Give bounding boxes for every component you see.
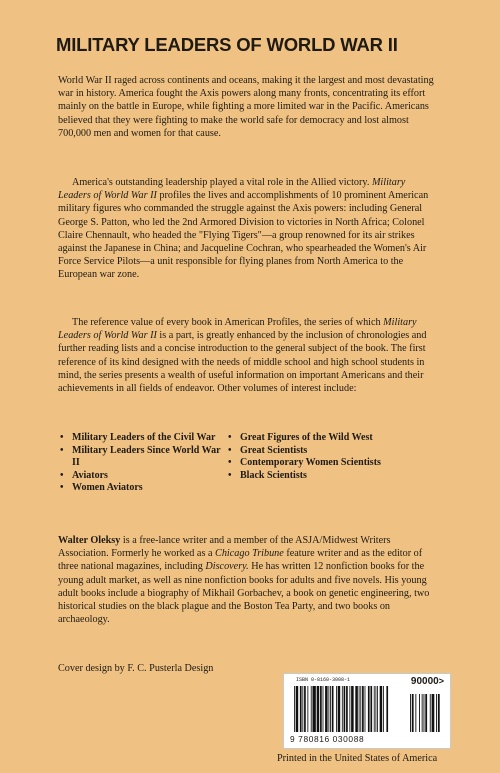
summary-rest: profiles the lives and accomplishments of 10 prominent American military figures who commanded the struggle against the Axis powers: including General George S. Patton, who led the 2nd Armored Division to victories in North Africa; Colonel Claire Chennault, who headed the "Flying Tigers"—a group renowned for its air strikes against the Japanese in China; and Jacqueline Cochran, who spearheaded the Women's Air Force Service Pilots—a unit responsible for flying planes from North America to the European war zone. — [58, 190, 429, 281]
barcode-bar — [370, 686, 372, 732]
series-rest: is a part, is greatly enhanced by the inclusion of chronologies and further reading lists and a concise introduction to the general subject of the book. The first reference of its kind designed with the needs of middle school and high school students in mind, the series presents a wealth of useful information on important Americans and their achievements in all fields of endeavor. Other volumes of interest include: — [58, 330, 427, 395]
barcode-bar — [355, 686, 358, 732]
ean-bars — [294, 686, 388, 732]
barcode-bar — [323, 686, 324, 732]
price-arrow-icon: > — [438, 676, 444, 686]
barcode-bar — [304, 686, 306, 732]
barcode-bar — [419, 694, 420, 732]
barcode-bar — [438, 694, 440, 732]
barcode-bar — [332, 686, 334, 732]
intro-paragraph: World War II raged across continents and oceans, making it the largest and most devastating war in history. America fought the Axis powers along many fronts, concentrating its effort mainly on the battle in Europe, while fighting a more limited war in the Pacific. Americans believed that they were fighting to make the world safe for democracy and lost almost 700,000 men and women for that cause. — [58, 75, 434, 139]
barcode-bar — [432, 694, 435, 732]
barcode-bar — [359, 686, 360, 732]
volume-item: • Contemporary Women Scientists — [228, 457, 448, 470]
cover-title: MILITARY LEADERS OF WORLD WAR II — [56, 34, 398, 55]
volume-item: • Aviators — [60, 470, 228, 483]
barcode-bar — [330, 686, 331, 732]
series-lead: The reference value of every book in American Profiles, the series of which — [72, 317, 381, 328]
barcode-bar — [320, 686, 322, 732]
author-newspaper: Chicago Tribune — [215, 548, 284, 560]
barcode-bar — [312, 686, 315, 732]
barcode-bar — [383, 686, 384, 732]
price-code: 90000 — [410, 676, 439, 687]
barcode-bar — [294, 686, 295, 732]
volume-item: • Great Scientists — [228, 445, 448, 458]
author-bio-text: is a free-lance writer and a member of the ASJA/Midwest Writers Association. Formerly he worked as a — [58, 535, 391, 560]
barcode-bars — [294, 686, 442, 734]
barcode-bar — [375, 686, 376, 732]
barcode-bar — [424, 694, 425, 732]
barcode-bar — [412, 694, 414, 732]
volumes-list-right — [228, 432, 448, 495]
barcode-bar — [422, 694, 423, 732]
barcode-bar — [336, 686, 337, 732]
series-book-title: Military Leaders of World War II — [58, 317, 417, 342]
barcode-bar — [344, 686, 346, 732]
barcode-bar — [410, 694, 411, 732]
barcode-bar — [386, 686, 388, 732]
author-name: Walter Oleksy — [58, 535, 121, 546]
barcode-bar — [296, 686, 299, 732]
barcode-bar — [346, 686, 348, 732]
book-summary-paragraph — [58, 176, 438, 282]
barcode-bar — [380, 686, 383, 732]
barcode-bar — [311, 686, 312, 732]
barcode-bar — [349, 686, 350, 732]
author-bio — [58, 534, 438, 626]
summary-lead: America's outstanding leadership played a vital role in the Allied victory. — [72, 177, 370, 188]
series-paragraph — [58, 316, 438, 395]
barcode-bar — [307, 686, 308, 732]
barcode-bar — [300, 686, 302, 732]
barcode-bar — [342, 686, 343, 732]
author-magazine: Discovery. — [205, 561, 249, 573]
barcode-bar — [351, 686, 354, 732]
cover-design-credit: Cover design by F. C. Pusterla Design — [58, 663, 214, 674]
volume-item: • Black Scientists — [228, 470, 448, 483]
barcode-bar — [362, 686, 364, 732]
other-volumes — [60, 432, 460, 495]
volumes-list-left — [60, 432, 228, 495]
author-bio-text: feature writer and as the editor of three national magazines, including — [58, 548, 423, 573]
barcode-bar — [302, 686, 303, 732]
volume-item: • Women Aviators — [60, 482, 228, 495]
volume-item: • Great Figures of the Wild West — [228, 432, 448, 445]
isbn-digits: 9 780816 030088 — [290, 734, 365, 744]
volume-item: • Military Leaders of the Civil War — [60, 432, 228, 445]
summary-book-title: Military Leaders of World War II — [58, 177, 406, 202]
barcode-bar — [415, 694, 416, 732]
barcode-bar — [377, 686, 378, 732]
barcode-bar — [374, 686, 375, 732]
barcode-bar — [325, 686, 328, 732]
barcode-bar — [328, 686, 329, 732]
barcode-bar — [365, 686, 366, 732]
barcode-bar — [425, 694, 427, 732]
barcode-bar — [430, 694, 431, 732]
supplement-bars — [410, 694, 440, 732]
barcode-bar — [368, 686, 370, 732]
volume-item: • Military Leaders Since World War II — [60, 445, 228, 470]
author-bio-text: He has written 12 nonfiction books for the young adult market, as well as nine nonfiction books for adults and five novels. His young adult books include a biography of Mikhail Gorbachev, a book on genetic engineering, two historical studies on the black plague and the Boston Tea Party, and two books on archaeology. — [58, 561, 430, 626]
barcode-bar — [338, 686, 341, 732]
barcode-bar — [360, 686, 361, 732]
isbn-barcode — [283, 673, 451, 749]
isbn-label: ISBN 0-8160-3008-1 — [296, 677, 351, 683]
printed-in-notice: Printed in the United States of America — [277, 753, 438, 764]
barcode-bar — [317, 686, 320, 732]
barcode-bar — [436, 694, 437, 732]
